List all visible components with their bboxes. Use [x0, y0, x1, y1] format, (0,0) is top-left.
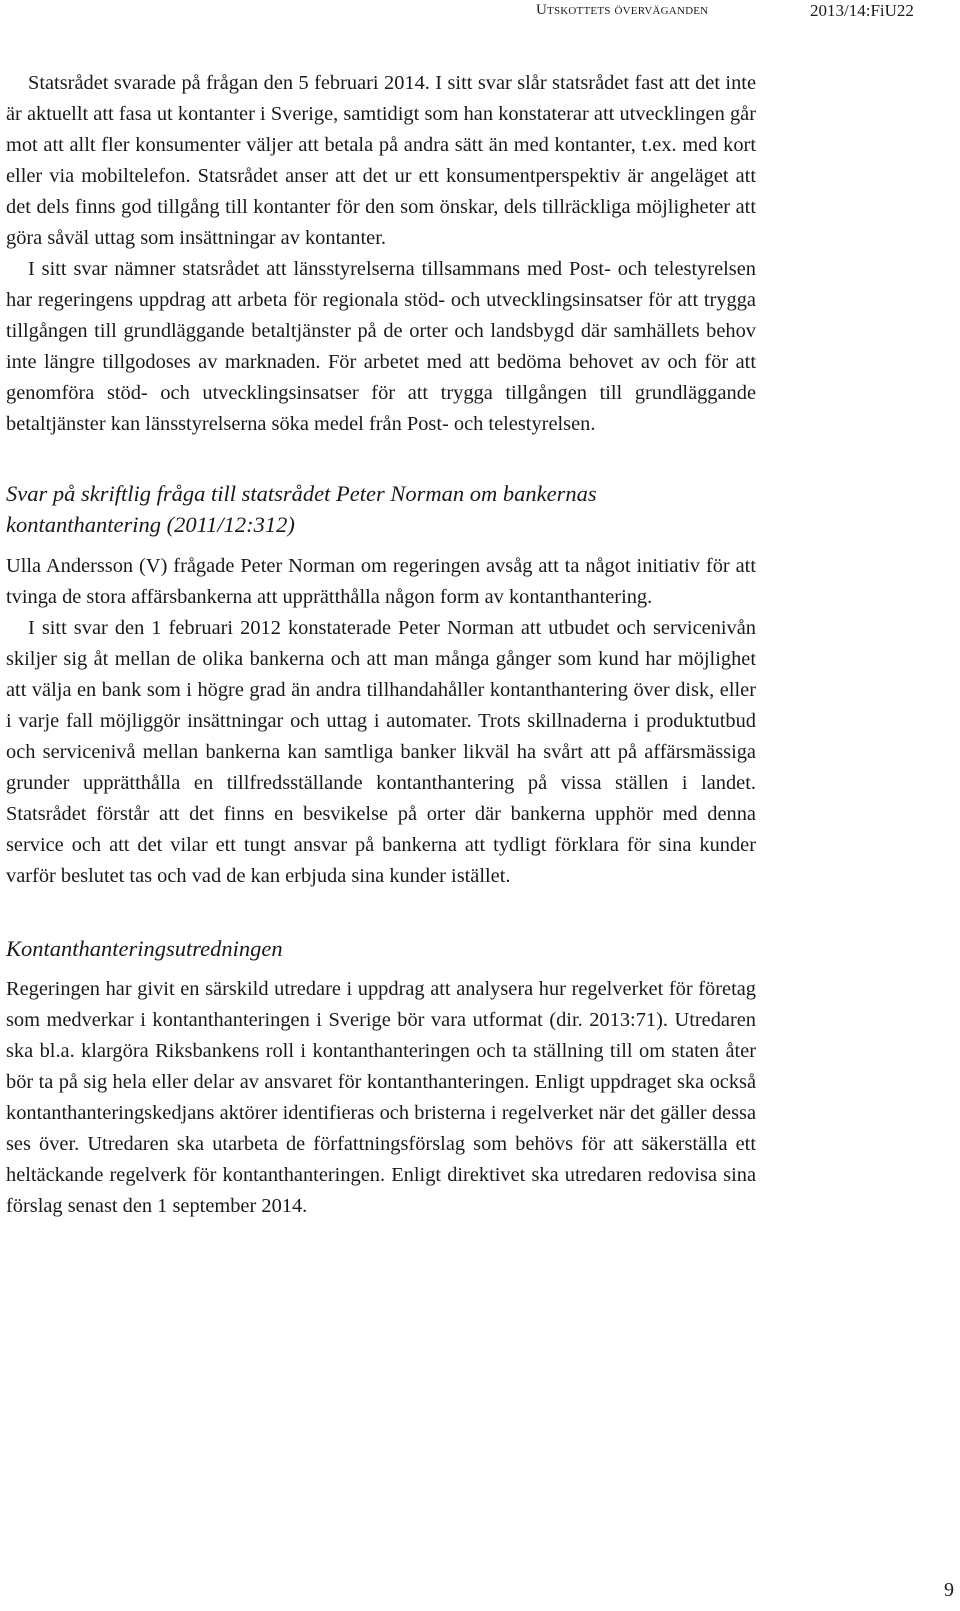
running-header-section: Utskottets överväganden — [536, 2, 709, 18]
intro-paragraph-2: I sitt svar nämner statsrådet att länsstyrelserna tillsammans med Post- och telestyrelsen har regeringens uppdrag att arbeta för regionala stöd- och utvecklingsinsatser för att trygga tillgången till grundläggande betaltjänster på de orter och landsbygd där samhällets behov inte längre tillgodoses av marknaden. För arbetet med att bedöma behovet av och för att genomföra stöd- och utvecklingsinsatser för att trygga tillgången till grundläggande betaltjänster kan länsstyrelserna söka medel från Post- och telestyrelsen. — [6, 258, 756, 435]
page-body — [6, 68, 756, 1222]
section-heading-cash-handling-inquiry: Kontanthanteringsutredningen — [6, 936, 283, 961]
section-heading-bank-cash-handling: Svar på skriftlig fråga till statsrådet Peter Norman om bankernas kontanthantering (2011/12:312) — [6, 481, 597, 537]
intro-paragraph-1: Statsrådet svarade på frågan den 5 februari 2014. I sitt svar slår statsrådet fast att det inte är aktuellt att fasa ut kontanter i Sverige, samtidigt som han konstaterar att utvecklingen går mot att allt fler konsumenter väljer att betala på andra sätt än med kontanter, t.ex. med kort eller via mobiltelefon. Statsrådet anser att det ur ett konsumentperspektiv är angeläget att det dels finns god tillgång till kontanter för den som önskar, dels tillräckliga möjligheter att göra såväl uttag som insättningar av kontanter. — [6, 72, 756, 249]
page-number: 9 — [944, 1579, 954, 1601]
section1-paragraph-2: I sitt svar den 1 februari 2012 konstaterade Peter Norman att utbudet och servicenivån skiljer sig åt mellan de olika bankerna och att man många gånger som kund har möjlighet att välja en bank som i högre grad än andra tillhandahåller kontanthantering över disk, eller i varje fall möjliggör insättningar och uttag i automater. Trots skillnaderna i produktutbud och servicenivå mellan bankerna kan samtliga banker likväl ha svårt att på affärsmässiga grunder upprätthålla en tillfredsställande kontanthantering på vissa ställen i landet. Statsrådet förstår att det finns en besvikelse på orter där bankerna upphör med denna service och att det vilar ett tungt ansvar på bankerna att tydligt förklara för sina kunder varför beslutet tas och vad de kan erbjuda sina kunder istället. — [6, 617, 756, 887]
section2-paragraph-1: Regeringen har givit en särskild utredare i uppdrag att analysera hur regelverket för företag som medverkar i kontanthanteringen i Sverige bör vara utformat (dir. 2013:71). Utredaren ska bl.a. klargöra Riksbankens roll i kontanthanteringen och ta ställning till om staten åter bör ta på sig hela eller delar av ansvaret för kontanthanteringen. Enligt uppdraget ska också kontanthanteringskedjans aktörer identifieras och bristerna i regelverket när det gäller dessa ses över. Utredaren ska utarbeta de författningsförslag som behövs för att säkerställa ett heltäckande regelverk för kontanthanteringen. Enligt direktivet ska utredaren redovisa sina förslag senast den 1 september 2014. — [6, 978, 756, 1217]
running-header-document-id: 2013/14:FiU22 — [810, 1, 914, 20]
section1-paragraph-1: Ulla Andersson (V) frågade Peter Norman om regeringen avsåg att ta något initiativ för att tvinga de stora affärsbankerna att upprätthålla någon form av kontanthantering. — [6, 555, 756, 608]
